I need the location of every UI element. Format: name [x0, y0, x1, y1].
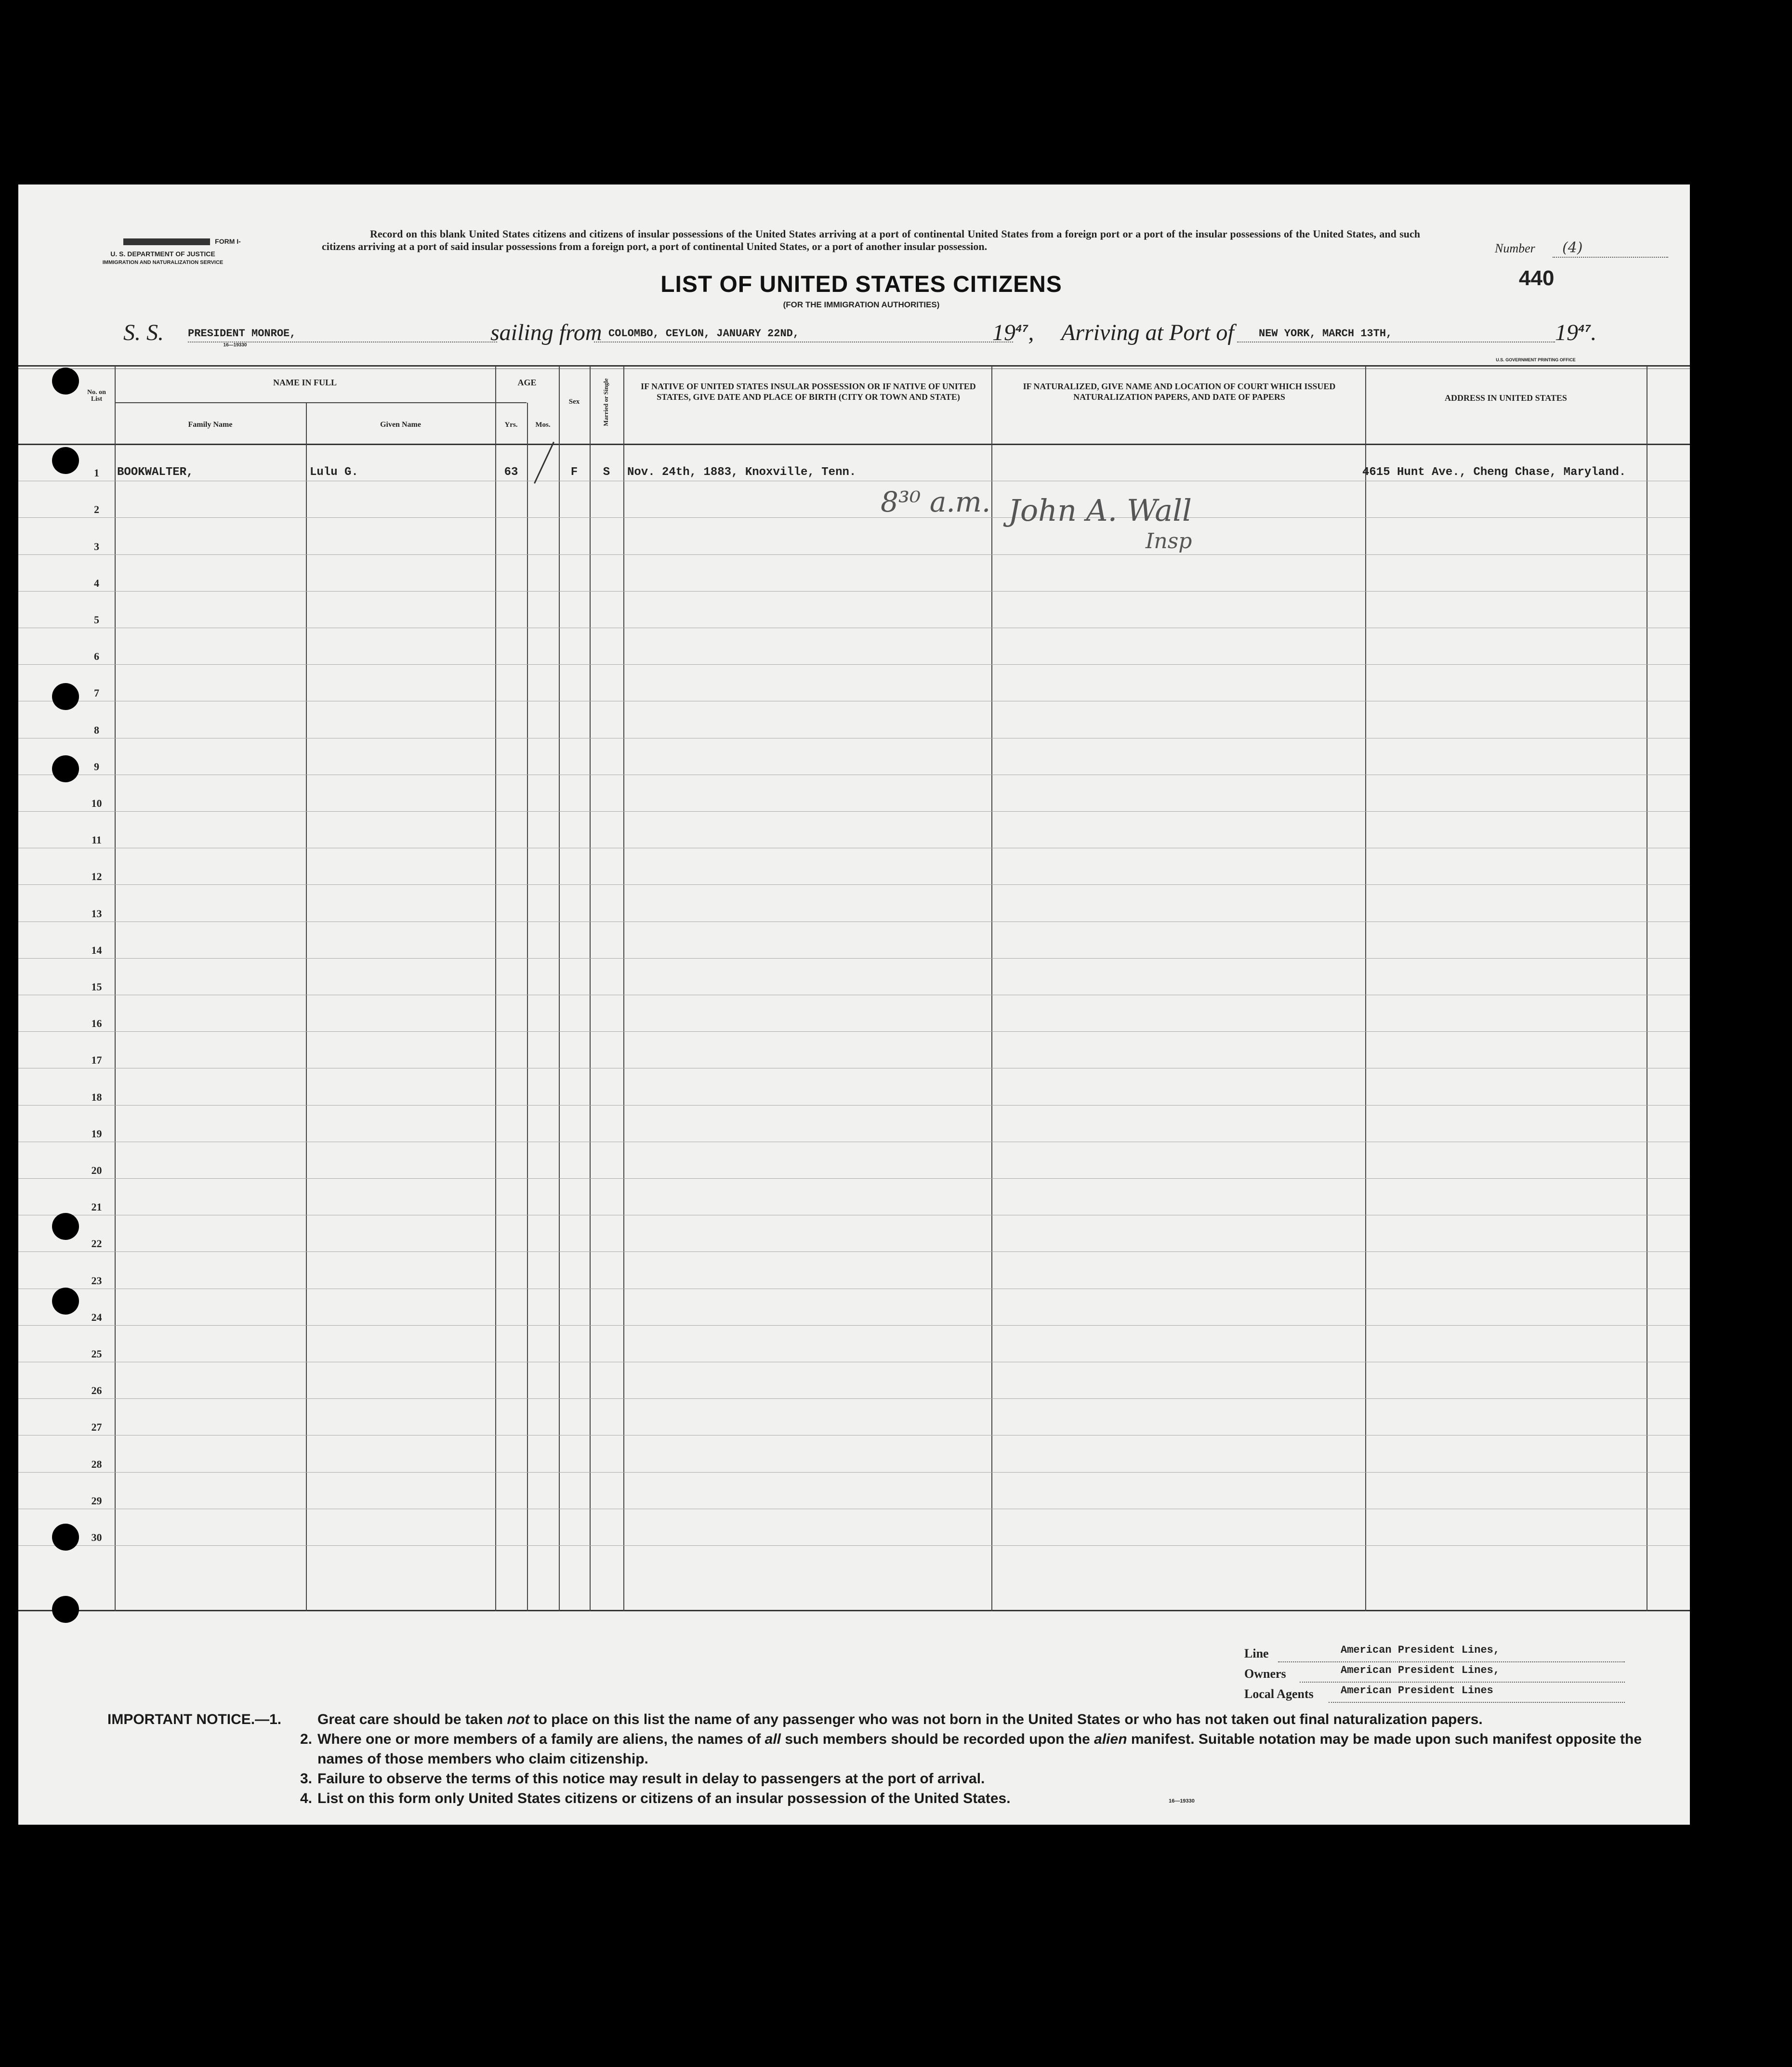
table-top-rule	[18, 365, 1690, 367]
notice-heading: IMPORTANT NOTICE.—1.	[107, 1712, 282, 1727]
notice-3-number: 3.	[300, 1771, 313, 1787]
row-number: 5	[94, 613, 99, 626]
table-row	[18, 1473, 1690, 1509]
owners-value: American President Lines,	[1341, 1664, 1500, 1676]
arriving-year-prefix: 19	[1555, 320, 1578, 345]
col-header-family-name: Family Name	[188, 421, 233, 429]
notice-1-text-b: to place on this list the name of any passenger who was not born in the United States or who has not taken out final naturalization papers.	[533, 1712, 1483, 1727]
col-header-mos: Mos.	[535, 421, 551, 429]
table-row	[18, 922, 1690, 959]
form-stamp	[91, 237, 274, 245]
printer-mark: U.S. GOVERNMENT PRINTING OFFICE	[1496, 357, 1576, 362]
row-number: 13	[91, 907, 102, 920]
table-row	[18, 555, 1690, 592]
redacted-stamp-mark	[123, 238, 210, 245]
table-row	[18, 1179, 1690, 1215]
notice-item-1	[107, 1710, 1663, 1729]
table-row	[18, 628, 1690, 665]
table-row	[18, 1289, 1690, 1326]
row-number: 25	[91, 1347, 102, 1360]
row-number: 6	[94, 650, 99, 663]
table-row	[18, 1032, 1690, 1068]
row-number: 19	[91, 1127, 102, 1140]
number-label: Number	[1495, 241, 1535, 255]
row-number: 24	[91, 1311, 102, 1323]
table-row	[18, 738, 1690, 775]
row-number: 14	[91, 944, 102, 956]
handwritten-inspector-signature: John A. Wall	[1008, 493, 1192, 528]
col-header-sex: Sex	[568, 398, 580, 406]
punch-hole	[52, 1596, 79, 1623]
table-row	[18, 848, 1690, 885]
table-row	[18, 775, 1690, 812]
notice-3-text: Failure to observe the terms of this notice may result in delay to passengers at the port of arrival.	[317, 1771, 985, 1787]
owners-label: Owners	[1244, 1667, 1286, 1681]
row-number: 7	[94, 687, 99, 699]
manifest-sheet	[18, 184, 1690, 1825]
table-row	[18, 812, 1690, 848]
table-row	[18, 518, 1690, 554]
row-number: 18	[91, 1091, 102, 1103]
col-header-address: ADDRESS IN UNITED STATES	[1445, 393, 1567, 403]
punch-hole	[52, 1288, 79, 1315]
cell-birth: Nov. 24th, 1883, Knoxville, Tenn.	[627, 466, 856, 479]
notice-2-text-b: such members should be recorded upon the	[785, 1731, 1090, 1747]
row-number: 27	[91, 1421, 102, 1434]
col-header-no: No. on List	[87, 389, 106, 403]
row-number: 1	[94, 467, 99, 479]
row-number: 4	[94, 577, 99, 589]
row-number: 23	[91, 1274, 102, 1287]
line-value: American President Lines,	[1341, 1644, 1500, 1656]
cell-given: Lulu G.	[310, 466, 358, 479]
punch-hole	[52, 1524, 79, 1551]
table-row	[18, 592, 1690, 628]
sailing-year: 47	[1015, 323, 1028, 335]
row-number: 21	[91, 1201, 102, 1213]
row-number: 17	[91, 1054, 102, 1066]
punch-hole	[52, 1213, 79, 1240]
notice-item-2	[107, 1729, 1663, 1769]
row-number: 20	[91, 1164, 102, 1176]
col-header-naturalized: IF NATURALIZED, GIVE NAME AND LOCATION OF COURT WHICH ISSUED NATURALIZATION PAPERS, AND DATE OF PAPERS	[1023, 382, 1336, 402]
table-row	[18, 1362, 1690, 1399]
cell-sex: F	[570, 466, 578, 479]
col-header-given-name: Given Name	[380, 421, 421, 429]
notice-item-3	[107, 1769, 1663, 1789]
row-number: 8	[94, 724, 99, 736]
sheet-number: 440	[1519, 266, 1555, 290]
notice-2-number: 2.	[300, 1731, 313, 1747]
number-value: (4)	[1562, 239, 1583, 256]
table-row	[18, 885, 1690, 922]
cell-address: 4615 Hunt Ave., Cheng Chase, Maryland.	[1362, 466, 1626, 479]
form-label: FORM I-	[215, 237, 241, 245]
table-row	[18, 1068, 1690, 1105]
row-number: 15	[91, 980, 102, 993]
notice-4-number: 4.	[300, 1791, 313, 1806]
ship-name: PRESIDENT MONROE,	[188, 328, 296, 340]
col-header-name-in-full: NAME IN FULL	[273, 378, 337, 387]
passenger-rows	[18, 445, 1690, 1610]
notice-2-text-c: manifest. Suitable notation may be made upon such manifest opposite the names of those members who claim citizenship.	[317, 1731, 1642, 1767]
sailing-from: COLOMBO, CEYLON, JANUARY 22ND,	[608, 328, 800, 340]
notice-item-4	[107, 1789, 1663, 1808]
ss-label: S. S.	[123, 320, 164, 345]
table-row	[18, 1142, 1690, 1179]
table-row	[18, 481, 1690, 518]
col-header-married-or-single: Married or Single	[602, 378, 609, 426]
arriving-label: Arriving at Port of	[1061, 320, 1234, 345]
arriving-year: 47	[1578, 323, 1591, 335]
notice-4-text: List on this form only United States citizens or citizens of an insular possession of the United States.	[317, 1791, 1011, 1806]
sailing-label: sailing from	[490, 320, 602, 345]
row-number: 12	[91, 870, 102, 883]
table-row	[18, 1326, 1690, 1362]
row-number: 9	[94, 760, 99, 773]
table-row	[18, 445, 1690, 481]
page-subtitle: (FOR THE IMMIGRATION AUTHORITIES)	[783, 300, 940, 309]
table-row	[18, 995, 1690, 1032]
notice-1-text-a: Great care should be taken	[317, 1712, 503, 1727]
row-number: 28	[91, 1458, 102, 1470]
sailing-year-label: $19^{47}$,	[992, 320, 1034, 345]
page-title: LIST OF UNITED STATES CITIZENS	[660, 272, 1062, 297]
row-rule	[18, 1545, 1690, 1546]
table-row	[18, 701, 1690, 738]
col-header-native: IF NATIVE OF UNITED STATES INSULAR POSSESSION OR IF NATIVE OF UNITED STATES, GIVE DATE AND PLACE OF BIRTH (CITY OR TOWN AND STATE)	[641, 382, 976, 402]
table-row	[18, 1435, 1690, 1472]
arriving-year-label: $19^{47}$.	[1555, 320, 1597, 345]
cell-marital: S	[603, 466, 610, 479]
form-code-small: 16—19330	[223, 342, 247, 348]
table-row	[18, 665, 1690, 701]
table-row	[18, 1509, 1690, 1546]
subheader-rule-name-age	[115, 402, 527, 403]
row-number: 29	[91, 1494, 102, 1507]
row-number: 22	[91, 1238, 102, 1250]
punch-hole	[52, 683, 79, 710]
punch-hole	[52, 447, 79, 474]
punch-hole	[52, 755, 79, 782]
table-row	[18, 1215, 1690, 1252]
table-row	[18, 1399, 1690, 1435]
row-number: 2	[94, 503, 99, 516]
row-number: 26	[91, 1384, 102, 1397]
col-header-age: AGE	[517, 378, 537, 387]
dept-line-2: IMMIGRATION AND NATURALIZATION SERVICE	[102, 260, 224, 265]
cell-family: BOOKWALTER,	[117, 466, 194, 479]
notice-2-emphasis-alien: alien	[1094, 1731, 1127, 1747]
punch-hole	[52, 368, 79, 395]
col-header-yrs: Yrs.	[504, 421, 518, 429]
agents-label: Local Agents	[1244, 1687, 1314, 1701]
line-label: Line	[1244, 1646, 1269, 1660]
row-number: 3	[94, 540, 99, 553]
arriving-port: NEW YORK, MARCH 13TH,	[1259, 328, 1393, 340]
dept-line-1: U. S. DEPARTMENT OF JUSTICE	[110, 250, 215, 258]
table-row	[18, 1106, 1690, 1142]
sailing-year-prefix: 19	[992, 320, 1015, 345]
important-notice	[107, 1710, 1663, 1808]
row-number: 10	[91, 797, 102, 809]
row-number: 11	[92, 834, 102, 846]
handwritten-time: 8³⁰ a.m.	[881, 486, 991, 518]
notice-1-emphasis: not	[507, 1712, 530, 1727]
footer-form-code: 16—19330	[1169, 1798, 1195, 1804]
notice-2-emphasis-all: all	[764, 1731, 781, 1747]
handwritten-inspector-title: Insp	[1146, 529, 1192, 553]
record-instructions: Record on this blank United States citizens and citizens of insular possessions of the United States arriving at a port of continental United States from a foreign port or a port of the insular possessions of the United States, and such citizens arriving at a port of said insular possessions from a foreign port, a port of continental United States, or a port of another insular possession.	[322, 228, 1420, 252]
number-field	[1495, 241, 1668, 261]
cell-yrs: 63	[504, 466, 518, 479]
table-row	[18, 1252, 1690, 1289]
notice-2-text-a: Where one or more members of a family are aliens, the names of	[317, 1731, 761, 1747]
row-number: 16	[91, 1017, 102, 1030]
table-row	[18, 959, 1690, 995]
row-number: 30	[91, 1531, 102, 1543]
agents-value: American President Lines	[1341, 1685, 1493, 1697]
